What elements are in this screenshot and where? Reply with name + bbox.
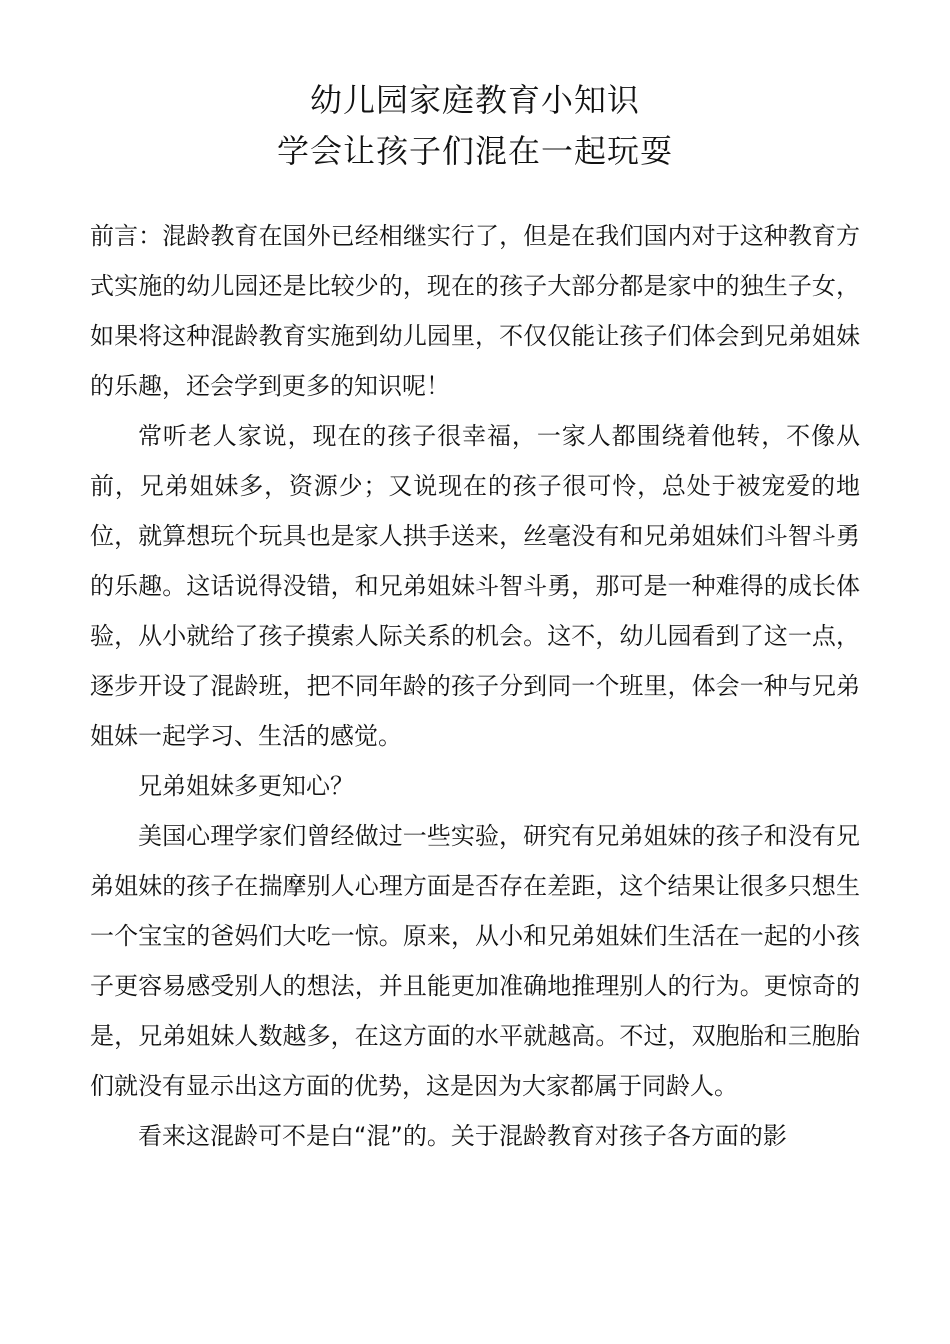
document-body bbox=[90, 211, 860, 1161]
section-heading: 兄弟姐妹多更知心？ bbox=[138, 772, 354, 800]
body-paragraph: 常听老人家说，现在的孩子很幸福，一家人都围绕着他转，不像从前，兄弟姐妹多，资源少；又说现在的孩子很可怜，总处于被宠爱的地位，就算想玩个玩具也是家人拱手送来，丝毫没有和兄弟姐妹们斗智斗勇的乐趣。这话说得没错，和兄弟姐妹斗智斗勇，那可是一种难得的成长体验，从小就给了孩子摸索人际关系的机会。这不，幼儿园看到了这一点，逐步开设了混龄班，把不同年龄的孩子分到同一个班里，体会一种与兄弟姐妹一起学习、生活的感觉。 bbox=[90, 422, 860, 750]
document-title: 幼儿园家庭教育小知识 bbox=[309, 81, 640, 119]
document-subtitle: 学会让孩子们混在一起玩耍 bbox=[276, 132, 673, 170]
body-paragraph: 美国心理学家们曾经做过一些实验，研究有兄弟姐妹的孩子和没有兄弟姐妹的孩子在揣摩别人心理方面是否存在差距，这个结果让很多只想生一个宝宝的爸妈们大吃一惊。原来，从小和兄弟姐妹们生活在一起的小孩子更容易感受别人的想法，并且能更加准确地推理别人的行为。更惊奇的是，兄弟姐妹人数越多，在这方面的水平就越高。不过，双胞胎和三胞胎们就没有显示出这方面的优势，这是因为大家都属于同龄人。 bbox=[90, 822, 860, 1100]
body-paragraph: 看来这混龄可不是白“混”的。关于混龄教育对孩子各方面的影 bbox=[138, 1122, 787, 1150]
preface-paragraph: 前言：混龄教育在国外已经相继实行了，但是在我们国内对于这种教育方式实施的幼儿园还是比较少的，现在的孩子大部分都是家中的独生子女，如果将这种混龄教育实施到幼儿园里，不仅仅能让孩子们体会到兄弟姐妹的乐趣，还会学到更多的知识呢！ bbox=[90, 222, 860, 400]
